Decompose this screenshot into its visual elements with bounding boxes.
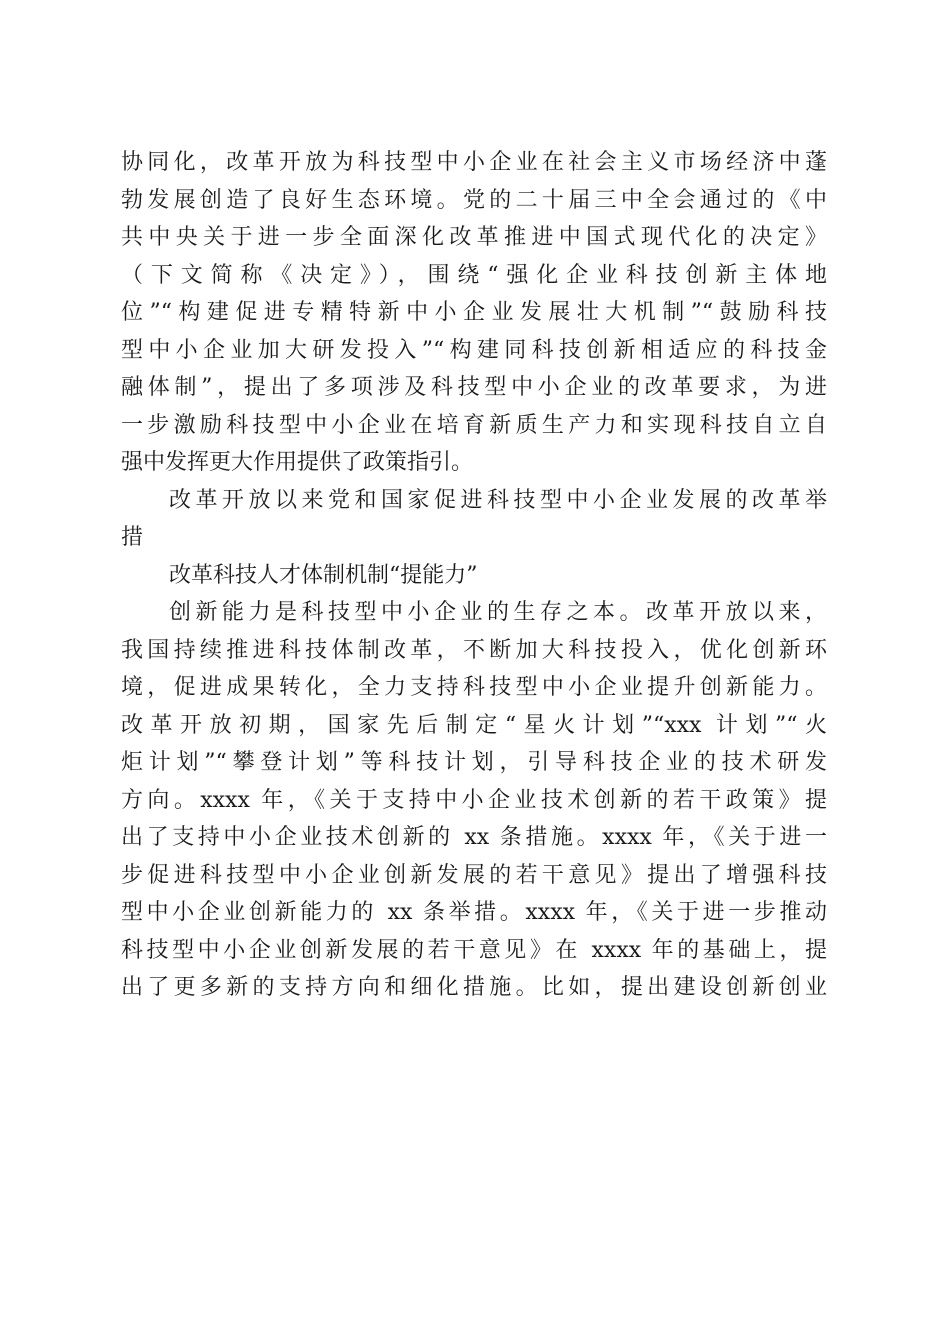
text-line: 科技型中小企业创新发展的若干意见》在 xxxx 年的基础上，提 — [121, 937, 827, 963]
text-line: 强中发挥更大作用提供了政策指引。 — [121, 450, 474, 475]
text-line: 融体制”，提出了多项涉及科技型中小企业的改革要求，为进 — [121, 375, 827, 400]
text-line: 改革开放初期，国家先后制定“星火计划”“xxx 计划”“火 — [121, 712, 827, 738]
text-line: 方向。xxxx 年，《关于支持中小企业技术创新的若干政策》提 — [121, 787, 827, 813]
text-line: 一步激励科技型中小企业在培育新质生产力和实现科技自立自 — [121, 412, 827, 438]
text-line: 出了支持中小企业技术创新的 xx 条措施。xxxx 年，《关于进一 — [121, 825, 827, 850]
text-line: （下文简称《决定》），围绕“强化企业科技创新主体地 — [121, 262, 827, 288]
text-line: 型中小企业创新能力的 xx 条举措。xxxx 年，《关于进一步推动 — [121, 900, 827, 925]
text-line: 炬计划”“攀登计划”等科技计划，引导科技企业的技术研发 — [121, 750, 827, 775]
document-body — [121, 144, 827, 1007]
text-line: 出了更多新的支持方向和细化措施。比如，提出建设创新创业 — [121, 975, 827, 1000]
text-line: 创新能力是科技型中小企业的生存之本。改革开放以来， — [169, 600, 827, 625]
text-line: 型中小企业加大研发投入”“构建同科技创新相适应的科技金 — [121, 337, 827, 363]
text-line: 共中央关于进一步全面深化改革推进中国式现代化的决定》 — [121, 225, 827, 250]
text-line: 协同化，改革开放为科技型中小企业在社会主义市场经济中蓬 — [121, 150, 827, 175]
section-heading-line: 改革开放以来党和国家促进科技型中小企业发展的改革举 — [169, 487, 827, 513]
text-line: 我国持续推进科技体制改革，不断加大科技投入，优化创新环 — [121, 637, 827, 663]
section-heading-line: 措 — [121, 525, 144, 550]
text-line: 位”“构建促进专精特新中小企业发展壮大机制”“鼓励科技 — [121, 300, 827, 325]
text-line: 境，促进成果转化，全力支持科技型中小企业提升创新能力。 — [121, 675, 827, 700]
text-line: 步促进科技型中小企业创新发展的若干意见》提出了增强科技 — [121, 862, 827, 888]
subsection-heading: 改革科技人才体制机制“提能力” — [169, 562, 478, 588]
text-line: 勃发展创造了良好生态环境。党的二十届三中全会通过的《中 — [121, 187, 827, 213]
